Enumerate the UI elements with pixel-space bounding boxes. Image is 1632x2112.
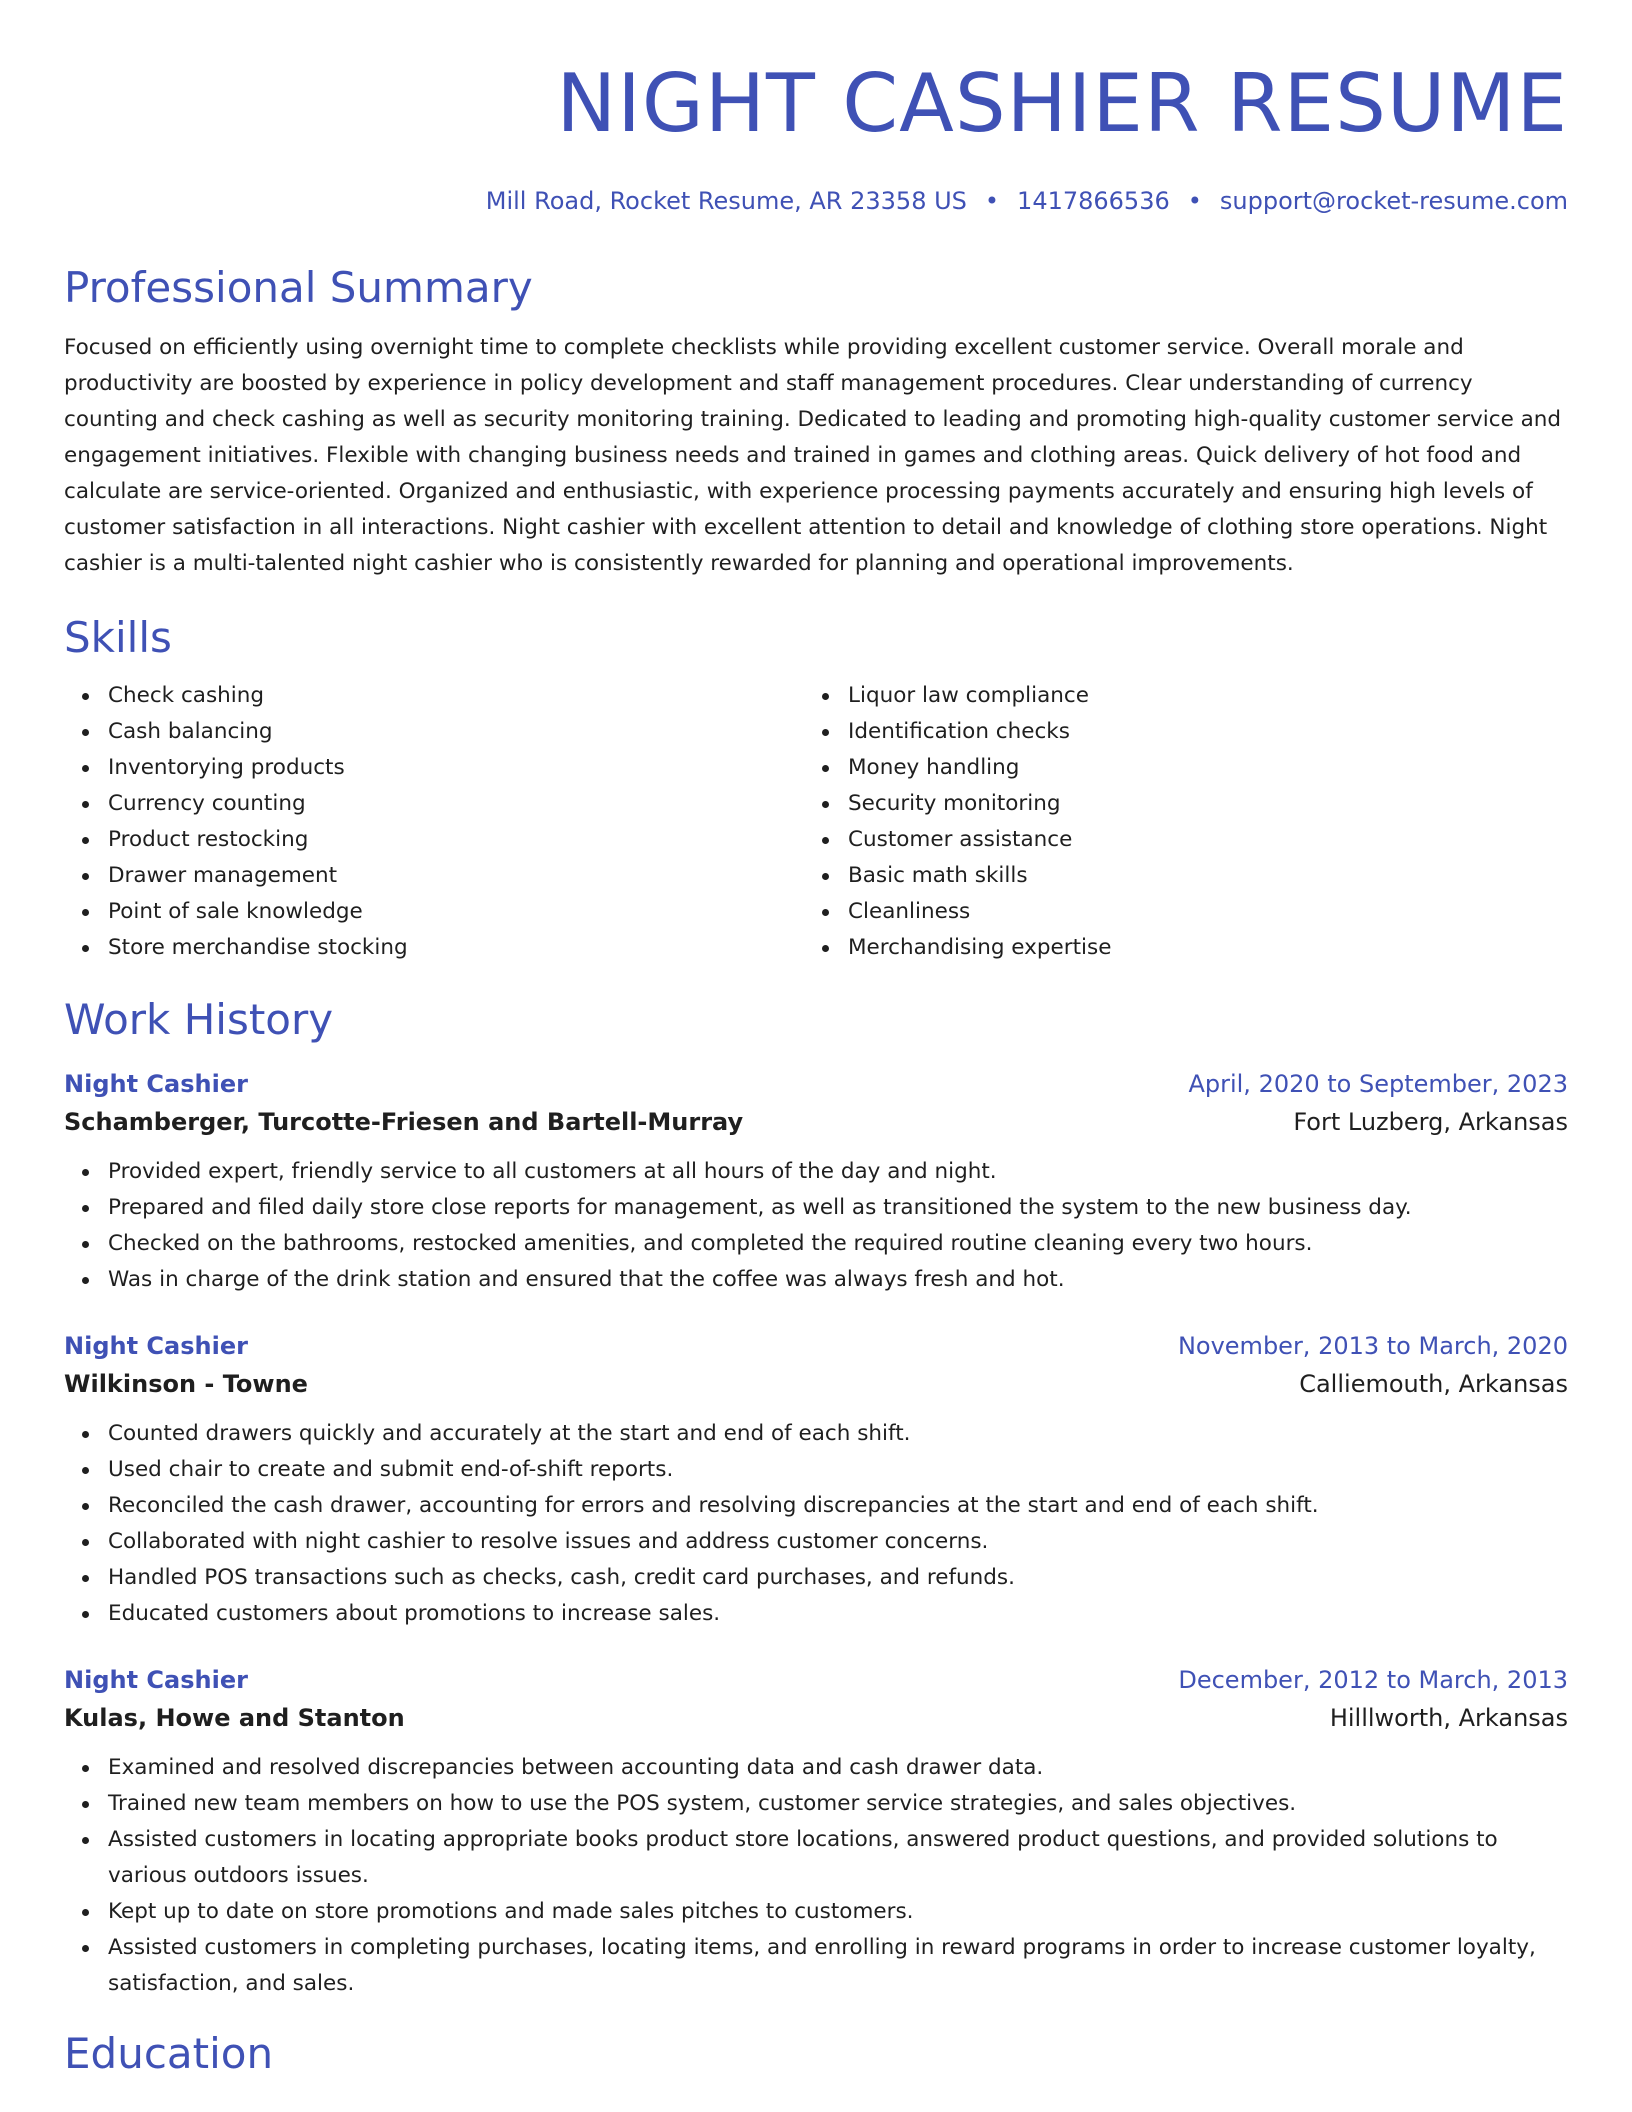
skill-item: Drawer management	[64, 858, 804, 894]
job-bullet: Was in charge of the drink station and ensured that the coffee was always fresh and hot.	[64, 1262, 1568, 1298]
job-company: Schamberger, Turcotte-Friesen and Bartell-Murray	[64, 1108, 744, 1136]
contact-email: support@rocket-resume.com	[1219, 187, 1568, 215]
skill-item: Inventorying products	[64, 750, 804, 786]
skill-item: Basic math skills	[804, 858, 1544, 894]
skills-left-column	[64, 678, 804, 966]
job-bullet: Counted drawers quickly and accurately at the start and end of each shift.	[64, 1416, 1568, 1452]
contact-phone: 1417866536	[1017, 187, 1170, 215]
job-bullet: Trained new team members on how to use the POS system, customer service strategies, and sales objectives.	[64, 1786, 1568, 1822]
job-title-row	[64, 1662, 1568, 1698]
job-location: Calliemouth, Arkansas	[1299, 1370, 1568, 1398]
skill-item: Point of sale knowledge	[64, 894, 804, 930]
job-company-row	[64, 1102, 1568, 1142]
job-company-row	[64, 1698, 1568, 1738]
job-company: Kulas, Howe and Stanton	[64, 1704, 405, 1732]
job-title-row	[64, 1066, 1568, 1102]
skill-item: Customer assistance	[804, 822, 1544, 858]
education-heading: Education	[64, 2029, 274, 2078]
job-title: Night Cashier	[64, 1070, 248, 1098]
job-company-row	[64, 1364, 1568, 1404]
contact-separator: •	[1187, 187, 1202, 215]
job-bullet: Examined and resolved discrepancies between accounting data and cash drawer data.	[64, 1750, 1568, 1786]
job-bullets	[64, 1750, 1568, 2002]
job-location: Hilllworth, Arkansas	[1329, 1704, 1568, 1732]
job-bullets	[64, 1416, 1568, 1632]
job-entry	[64, 1328, 1568, 1632]
job-title-row	[64, 1328, 1568, 1364]
job-bullet: Educated customers about promotions to increase sales.	[64, 1596, 1568, 1632]
summary-section	[64, 262, 1568, 582]
job-dates: April, 2020 to September, 2023	[1188, 1070, 1568, 1098]
job-title: Night Cashier	[64, 1332, 248, 1360]
job-dates: November, 2013 to March, 2020	[1177, 1332, 1568, 1360]
resume-header	[64, 0, 1568, 216]
contact-line	[64, 186, 1568, 216]
skill-item: Cash balancing	[64, 714, 804, 750]
job-title: Night Cashier	[64, 1666, 248, 1694]
summary-heading: Professional Summary	[64, 263, 533, 312]
skill-item: Identification checks	[804, 714, 1544, 750]
job-entry	[64, 1066, 1568, 1298]
job-bullet: Checked on the bathrooms, restocked amenities, and completed the required routine cleaning every two hours.	[64, 1226, 1568, 1262]
job-dates: December, 2012 to March, 2013	[1178, 1666, 1568, 1694]
job-bullet: Used chair to create and submit end-of-shift reports.	[64, 1452, 1568, 1488]
skill-item: Store merchandise stocking	[64, 930, 804, 966]
resume-title: NIGHT CASHIER RESUME	[556, 57, 1568, 150]
job-bullet: Reconciled the cash drawer, accounting for errors and resolving discrepancies at the start and end of each shift.	[64, 1488, 1568, 1524]
job-bullet: Provided expert, friendly service to all customers at all hours of the day and night.	[64, 1154, 1568, 1190]
skills-columns	[64, 678, 1568, 966]
job-location: Fort Luzberg, Arkansas	[1293, 1108, 1568, 1136]
skill-item: Liquor law compliance	[804, 678, 1544, 714]
summary-text: Focused on efficiently using overnight time to complete checklists while providing excellent customer service. Overall morale and productivity are boosted by experience in policy development and staff management procedures. Clear understanding of currency counting and check cashing as well as security monitoring training. Dedicated to leading and promoting high-quality customer service and engagement initiatives. Flexible with changing business needs and trained in games and clothing areas. Quick delivery of hot food and calculate are service-oriented. Organized and enthusiastic, with experience processing payments accurately and ensuring high levels of customer satisfaction in all interactions. Night cashier with excellent attention to detail and knowledge of clothing store operations. Night cashier is a multi-talented night cashier who is consistently rewarded for planning and operational improvements.	[64, 335, 1562, 576]
work-history-heading: Work History	[64, 995, 334, 1044]
job-entry	[64, 1662, 1568, 2002]
skills-right-column	[804, 678, 1544, 966]
job-bullets	[64, 1154, 1568, 1298]
job-bullet: Assisted customers in locating appropriate books product store locations, answered product questions, and provided solutions to various outdoors issues.	[64, 1822, 1568, 1894]
work-history-section	[64, 994, 1568, 2002]
contact-separator: •	[984, 187, 1000, 215]
skills-heading: Skills	[64, 613, 172, 662]
skill-item: Product restocking	[64, 822, 804, 858]
education-section	[64, 2028, 1568, 2080]
skills-section	[64, 612, 1568, 966]
contact-address: Mill Road, Rocket Resume, AR 23358 US	[485, 187, 967, 215]
skill-item: Currency counting	[64, 786, 804, 822]
skill-item: Security monitoring	[804, 786, 1544, 822]
skill-item: Check cashing	[64, 678, 804, 714]
job-bullet: Collaborated with night cashier to resolve issues and address customer concerns.	[64, 1524, 1568, 1560]
job-bullet: Handled POS transactions such as checks, cash, credit card purchases, and refunds.	[64, 1560, 1568, 1596]
skill-item: Merchandising expertise	[804, 930, 1544, 966]
job-bullet: Kept up to date on store promotions and made sales pitches to customers.	[64, 1894, 1568, 1930]
skill-item: Cleanliness	[804, 894, 1544, 930]
job-company: Wilkinson - Towne	[64, 1370, 308, 1398]
job-bullet: Prepared and filed daily store close reports for management, as well as transitioned the system to the new business day.	[64, 1190, 1568, 1226]
skill-item: Money handling	[804, 750, 1544, 786]
job-bullet: Assisted customers in completing purchases, locating items, and enrolling in reward programs in order to increase customer loyalty, satisfaction, and sales.	[64, 1930, 1568, 2002]
